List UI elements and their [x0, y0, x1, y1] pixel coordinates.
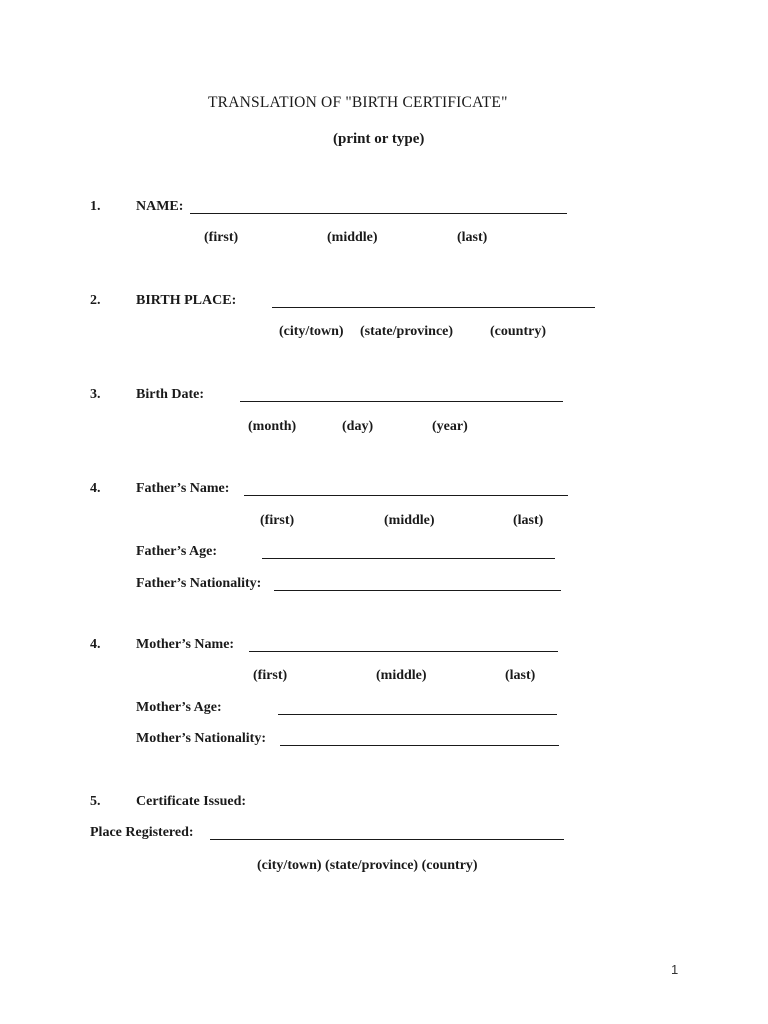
birth-date-label: Birth Date: — [136, 387, 205, 402]
father-age-label: Father’s Age: — [136, 544, 217, 559]
birth-place-hint-city: (city/town) — [279, 324, 344, 339]
section-4-mother-number: 4. — [90, 637, 101, 652]
place-registered-field-line[interactable] — [210, 839, 564, 840]
section-1-number: 1. — [90, 199, 101, 214]
place-registered-hints: (city/town) (state/province) (country) — [257, 858, 478, 873]
name-label: NAME: — [136, 199, 184, 214]
place-registered-label: Place Registered: — [90, 825, 194, 840]
birth-place-hint-country: (country) — [490, 324, 546, 339]
certificate-issued-label: Certificate Issued: — [136, 794, 247, 809]
name-hint-first: (first) — [204, 230, 239, 245]
birth-date-hint-day: (day) — [342, 419, 374, 434]
birth-date-hint-year: (year) — [432, 419, 468, 434]
mother-age-label: Mother’s Age: — [136, 700, 222, 715]
father-age-field-line[interactable] — [262, 558, 555, 559]
mother-nationality-field-line[interactable] — [280, 745, 559, 746]
father-name-hint-first: (first) — [260, 513, 295, 528]
name-hint-last: (last) — [457, 230, 488, 245]
mother-name-hint-last: (last) — [505, 668, 536, 683]
mother-nationality-label: Mother’s Nationality: — [136, 731, 266, 746]
mother-name-hint-middle: (middle) — [376, 668, 427, 683]
section-2-number: 2. — [90, 293, 101, 308]
father-name-field-line[interactable] — [244, 495, 568, 496]
father-name-hint-middle: (middle) — [384, 513, 435, 528]
father-name-hint-last: (last) — [513, 513, 544, 528]
name-hint-middle: (middle) — [327, 230, 378, 245]
mother-name-hint-first: (first) — [253, 668, 288, 683]
father-nationality-field-line[interactable] — [274, 590, 561, 591]
birth-date-field-line[interactable] — [240, 401, 563, 402]
mother-name-field-line[interactable] — [249, 651, 558, 652]
birth-place-label: BIRTH PLACE: — [136, 293, 237, 308]
name-field-line[interactable] — [190, 213, 567, 214]
section-3-number: 3. — [90, 387, 101, 402]
father-nationality-label: Father’s Nationality: — [136, 576, 262, 591]
birth-place-field-line[interactable] — [272, 307, 595, 308]
father-name-label: Father’s Name: — [136, 481, 230, 496]
mother-name-label: Mother’s Name: — [136, 637, 235, 652]
birth-place-hint-state: (state/province) — [360, 324, 454, 339]
page-number: 1 — [671, 962, 679, 977]
section-5-number: 5. — [90, 794, 101, 809]
document-subtitle: (print or type) — [333, 131, 425, 147]
birth-date-hint-month: (month) — [248, 419, 297, 434]
document-title: TRANSLATION OF "BIRTH CERTIFICATE" — [208, 94, 508, 111]
mother-age-field-line[interactable] — [278, 714, 557, 715]
section-4-father-number: 4. — [90, 481, 101, 496]
